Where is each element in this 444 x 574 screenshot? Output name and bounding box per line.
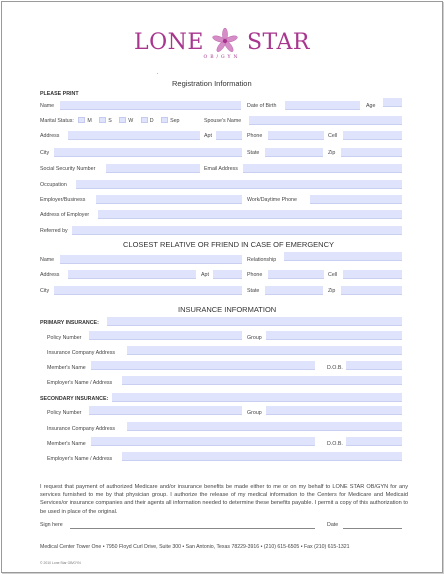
marital-w-label: W: [128, 118, 134, 124]
footer-address: Medical Center Tower One • 7950 Floyd Curl Drive, Suite 300 • San Antonio, Texas 78229-3916 • (210) 615-6505 • Fax (210) 615-1321: [40, 544, 350, 550]
relative-city-label: City: [40, 288, 50, 294]
relative-name-field[interactable]: [60, 255, 242, 264]
marital-d-checkbox[interactable]: [141, 117, 148, 123]
address-label: Address: [40, 133, 60, 139]
date-label: Date: [327, 522, 339, 528]
form-title: Registration Information: [172, 79, 252, 88]
spouse-name-label: Spouse's Name: [204, 118, 242, 124]
relative-apt-field[interactable]: [213, 270, 242, 279]
relative-address-label: Address: [40, 272, 60, 278]
secondary-dob-label: D.O.B.: [327, 441, 343, 447]
city-label: City: [40, 150, 50, 156]
relative-cell-field[interactable]: [343, 270, 402, 279]
dob-label: Date of Birth: [247, 103, 277, 109]
primary-company-address-label: Insurance Company Address: [47, 350, 116, 356]
primary-group-label: Group: [247, 335, 262, 341]
state-label: State: [247, 150, 260, 156]
cell-label: Cell: [328, 133, 338, 139]
relative-zip-label: Zip: [328, 288, 336, 294]
name-label: Name: [40, 103, 55, 109]
secondary-insurance-label: SECONDARY INSURANCE:: [40, 396, 109, 402]
relationship-label: Relationship: [247, 257, 277, 263]
relative-name-label: Name: [40, 257, 55, 263]
brand-subtitle: OB/GYN: [203, 55, 241, 60]
primary-group-field[interactable]: [266, 331, 402, 340]
secondary-group-field[interactable]: [266, 406, 402, 415]
relative-zip-field[interactable]: [341, 286, 402, 295]
sign-here-label: Sign here: [40, 522, 63, 528]
secondary-group-label: Group: [247, 410, 262, 416]
employer-address-label: Address of Employer: [40, 212, 90, 218]
dob-field[interactable]: [285, 101, 360, 110]
secondary-company-address-field[interactable]: [127, 422, 402, 431]
zip-field[interactable]: [341, 148, 402, 157]
marital-s-label: S: [108, 118, 112, 124]
footer-copyright: © 2010 Lone Star OB/GYN: [40, 561, 81, 565]
secondary-insurance-field[interactable]: [112, 393, 402, 402]
relative-address-field[interactable]: [68, 270, 196, 279]
star-flower-icon: [212, 28, 238, 54]
date-line[interactable]: [343, 520, 402, 529]
employer-field[interactable]: [96, 195, 242, 204]
secondary-employer-address-label: Employer's Name / Address: [47, 456, 113, 462]
primary-policy-number-label: Policy Number: [47, 335, 82, 341]
marital-status-label: Marital Status:: [40, 118, 74, 124]
secondary-policy-number-label: Policy Number: [47, 410, 82, 416]
authorization-text: I request that payment of authorized Medicare and/or insurance benefits be made either to me or on my behalf to LONE STAR OB/GYN for any services furnished to me by that physician group. I authorize the release of my medical information to the Centers for Medicare and Medicaid Services/or insurance companies and their agents all information needed to determine these benefits payable. I permit a copy of this authorization to be used in place of the original.: [40, 484, 408, 515]
signature-line[interactable]: [70, 520, 315, 529]
name-field[interactable]: [60, 101, 241, 110]
occupation-label: Occupation: [40, 182, 67, 188]
secondary-member-name-label: Member's Name: [47, 441, 86, 447]
marital-d-label: D: [149, 118, 154, 124]
age-field[interactable]: [383, 98, 402, 107]
state-field[interactable]: [265, 148, 323, 157]
email-field[interactable]: [243, 164, 402, 173]
marital-m-checkbox[interactable]: [78, 117, 85, 123]
please-print-label: PLEASE PRINT: [40, 91, 79, 97]
employer-address-field[interactable]: [98, 210, 402, 219]
email-label: Email Address: [204, 166, 238, 172]
work-phone-label: Work/Daytime Phone: [247, 197, 297, 203]
primary-employer-address-field[interactable]: [122, 376, 402, 385]
primary-insurance-label: PRIMARY INSURANCE:: [40, 320, 99, 326]
phone-field[interactable]: [268, 131, 324, 140]
city-field[interactable]: [54, 148, 242, 157]
apt-label: Apt: [204, 133, 212, 139]
secondary-dob-field[interactable]: [346, 437, 402, 446]
primary-employer-address-label: Employer's Name / Address: [47, 380, 113, 386]
cell-field[interactable]: [343, 131, 402, 140]
zip-label: Zip: [328, 150, 336, 156]
relative-apt-label: Apt: [201, 272, 209, 278]
secondary-policy-number-field[interactable]: [89, 406, 242, 415]
relationship-field[interactable]: [284, 252, 402, 261]
marital-m-label: M: [87, 118, 92, 124]
primary-policy-number-field[interactable]: [89, 331, 242, 340]
primary-insurance-field[interactable]: [107, 317, 402, 326]
insurance-section-title: INSURANCE INFORMATION: [178, 305, 277, 314]
emergency-section-title: CLOSEST RELATIVE OR FRIEND IN CASE OF EMERGENCY: [123, 240, 335, 249]
primary-company-address-field[interactable]: [127, 346, 402, 355]
primary-member-name-label: Member's Name: [47, 365, 86, 371]
marital-sep-checkbox[interactable]: [161, 117, 168, 123]
work-phone-field[interactable]: [310, 195, 402, 204]
relative-cell-label: Cell: [328, 272, 338, 278]
brand-name-right: STAR: [246, 30, 310, 55]
primary-member-name-field[interactable]: [91, 361, 315, 370]
primary-dob-label: D.O.B.: [327, 365, 343, 371]
secondary-employer-address-field[interactable]: [122, 452, 402, 461]
brand-logo: [0, 28, 444, 55]
marital-sep-label: Sep: [170, 118, 180, 124]
relative-phone-field[interactable]: [268, 270, 324, 279]
relative-city-field[interactable]: [54, 286, 242, 295]
relative-state-label: State: [247, 288, 260, 294]
ssn-field[interactable]: [106, 164, 200, 173]
referred-by-label: Referred by: [40, 228, 68, 234]
secondary-member-name-field[interactable]: [91, 437, 315, 446]
spouse-name-field[interactable]: [249, 116, 402, 125]
address-field[interactable]: [68, 131, 200, 140]
phone-label: Phone: [247, 133, 263, 139]
relative-state-field[interactable]: [265, 286, 323, 295]
marital-w-checkbox[interactable]: [119, 117, 126, 123]
ssn-label: Social Security Number: [40, 166, 96, 172]
marital-status-group: [40, 117, 186, 126]
referred-by-field[interactable]: [72, 226, 402, 235]
relative-phone-label: Phone: [247, 272, 263, 278]
age-label: Age: [366, 103, 376, 109]
primary-dob-field[interactable]: [346, 361, 402, 370]
occupation-field[interactable]: [76, 180, 402, 189]
secondary-company-address-label: Insurance Company Address: [47, 426, 116, 432]
employer-label: Employer/Business: [40, 197, 86, 203]
brand-name-left: LONE: [134, 30, 204, 55]
apt-field[interactable]: [216, 131, 242, 140]
marital-s-checkbox[interactable]: [99, 117, 106, 123]
scan-speck: [157, 73, 158, 74]
